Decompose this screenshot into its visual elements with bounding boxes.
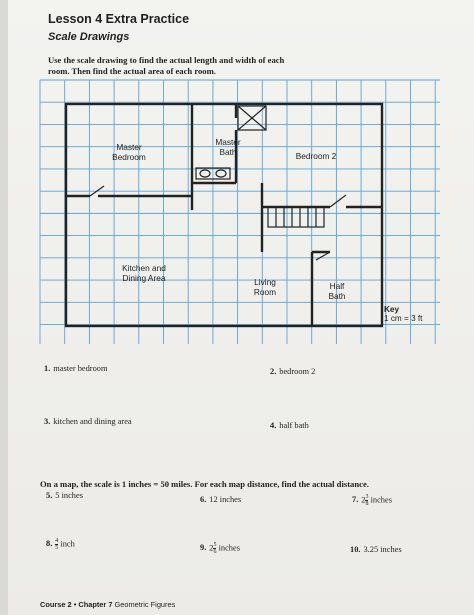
map-item-7-denominator: 8 bbox=[365, 501, 369, 507]
map-item-9-whole: 2 bbox=[209, 543, 214, 553]
scale-key-value: 1 cm = 3 ft bbox=[384, 314, 423, 323]
room-label-master-bedroom-line2: Bedroom bbox=[112, 151, 146, 162]
room-label-living-room bbox=[246, 278, 284, 297]
question-3-text: kitchen and dining area bbox=[53, 417, 132, 426]
map-item-10 bbox=[350, 545, 402, 554]
footer-bullet: • bbox=[73, 600, 77, 609]
map-item-6 bbox=[200, 495, 241, 504]
room-label-master-bath-line2: Bath bbox=[219, 146, 237, 157]
room-label-kitchen-line1: Kitchen and bbox=[122, 263, 166, 273]
question-1-text: master bedroom bbox=[53, 364, 108, 373]
map-item-9 bbox=[200, 542, 240, 555]
instructions-line-1: Use the scale drawing to find the actual length and width of each bbox=[48, 55, 285, 65]
map-item-8-fraction bbox=[55, 538, 58, 551]
map-item-10-number: 10. bbox=[350, 545, 361, 554]
map-item-8-number: 8. bbox=[46, 539, 53, 549]
room-label-kitchen bbox=[112, 264, 176, 283]
question-2 bbox=[270, 367, 315, 376]
map-item-8-text: inch bbox=[60, 539, 75, 549]
map-item-7-numerator: 3 bbox=[365, 494, 369, 500]
room-label-bedroom-2: Bedroom 2 bbox=[295, 151, 337, 161]
map-item-6-number: 6. bbox=[200, 495, 207, 504]
map-item-8-numerator: 4 bbox=[55, 538, 59, 544]
scale-key-label: Key bbox=[384, 305, 400, 314]
question-2-number: 2. bbox=[270, 367, 277, 376]
map-item-8 bbox=[46, 538, 75, 551]
map-scale-instruction: On a map, the scale is 1 inches = 50 miles. For each map distance, find the actual distance. bbox=[40, 479, 369, 489]
room-label-kitchen-line2: Dining Area bbox=[122, 272, 166, 283]
map-item-7-text: inches bbox=[370, 495, 392, 505]
map-item-10-text: 3.25 inches bbox=[363, 545, 402, 554]
map-item-9-denominator: 6 bbox=[213, 549, 217, 555]
room-label-master-bath bbox=[208, 138, 248, 157]
room-label-half-bath bbox=[322, 282, 352, 301]
room-label-master-bedroom bbox=[106, 143, 152, 162]
footer-course: Course 2 bbox=[40, 600, 72, 609]
room-label-living-line1: Living bbox=[254, 277, 276, 287]
map-item-9-number: 9. bbox=[200, 543, 207, 553]
map-item-9-fraction bbox=[213, 542, 216, 555]
question-1 bbox=[44, 364, 107, 373]
room-label-master-bath-line1: Master bbox=[215, 137, 241, 147]
question-2-text: bedroom 2 bbox=[279, 367, 316, 376]
map-item-6-text: 12 inches bbox=[209, 495, 242, 504]
footer-chapter: Chapter 7 bbox=[78, 600, 113, 609]
map-item-7 bbox=[352, 494, 392, 507]
map-item-8-denominator: 5 bbox=[55, 545, 59, 551]
scale-key bbox=[382, 304, 432, 331]
page-title: Lesson 4 Extra Practice bbox=[48, 12, 190, 26]
question-3 bbox=[44, 417, 132, 426]
map-item-7-whole: 2 bbox=[361, 495, 366, 505]
question-1-number: 1. bbox=[44, 364, 51, 373]
instructions-line-2: room. Then find the actual area of each room. bbox=[48, 66, 216, 76]
footer-topic: Geometric Figures bbox=[114, 600, 176, 609]
map-item-7-fraction bbox=[365, 494, 368, 507]
question-3-number: 3. bbox=[44, 417, 51, 426]
room-label-master-bedroom-line1: Master bbox=[116, 142, 142, 152]
plan-grid bbox=[40, 80, 440, 344]
room-label-half-bath-line2: Bath bbox=[328, 290, 346, 301]
page-subtitle: Scale Drawings bbox=[48, 31, 130, 43]
room-label-living-line2: Room bbox=[253, 286, 277, 297]
map-item-9-text: inches bbox=[218, 543, 240, 553]
map-item-5 bbox=[46, 491, 83, 500]
map-item-5-number: 5. bbox=[46, 491, 53, 500]
map-item-5-text: 5 inches bbox=[55, 491, 83, 500]
map-item-7-number: 7. bbox=[352, 495, 359, 505]
room-label-half-bath-line1: Half bbox=[329, 281, 345, 291]
question-4-number: 4. bbox=[270, 421, 277, 430]
question-4 bbox=[270, 421, 309, 430]
page-footer bbox=[40, 600, 175, 609]
map-item-9-numerator: 5 bbox=[213, 542, 217, 548]
question-4-text: half bath bbox=[279, 421, 309, 430]
